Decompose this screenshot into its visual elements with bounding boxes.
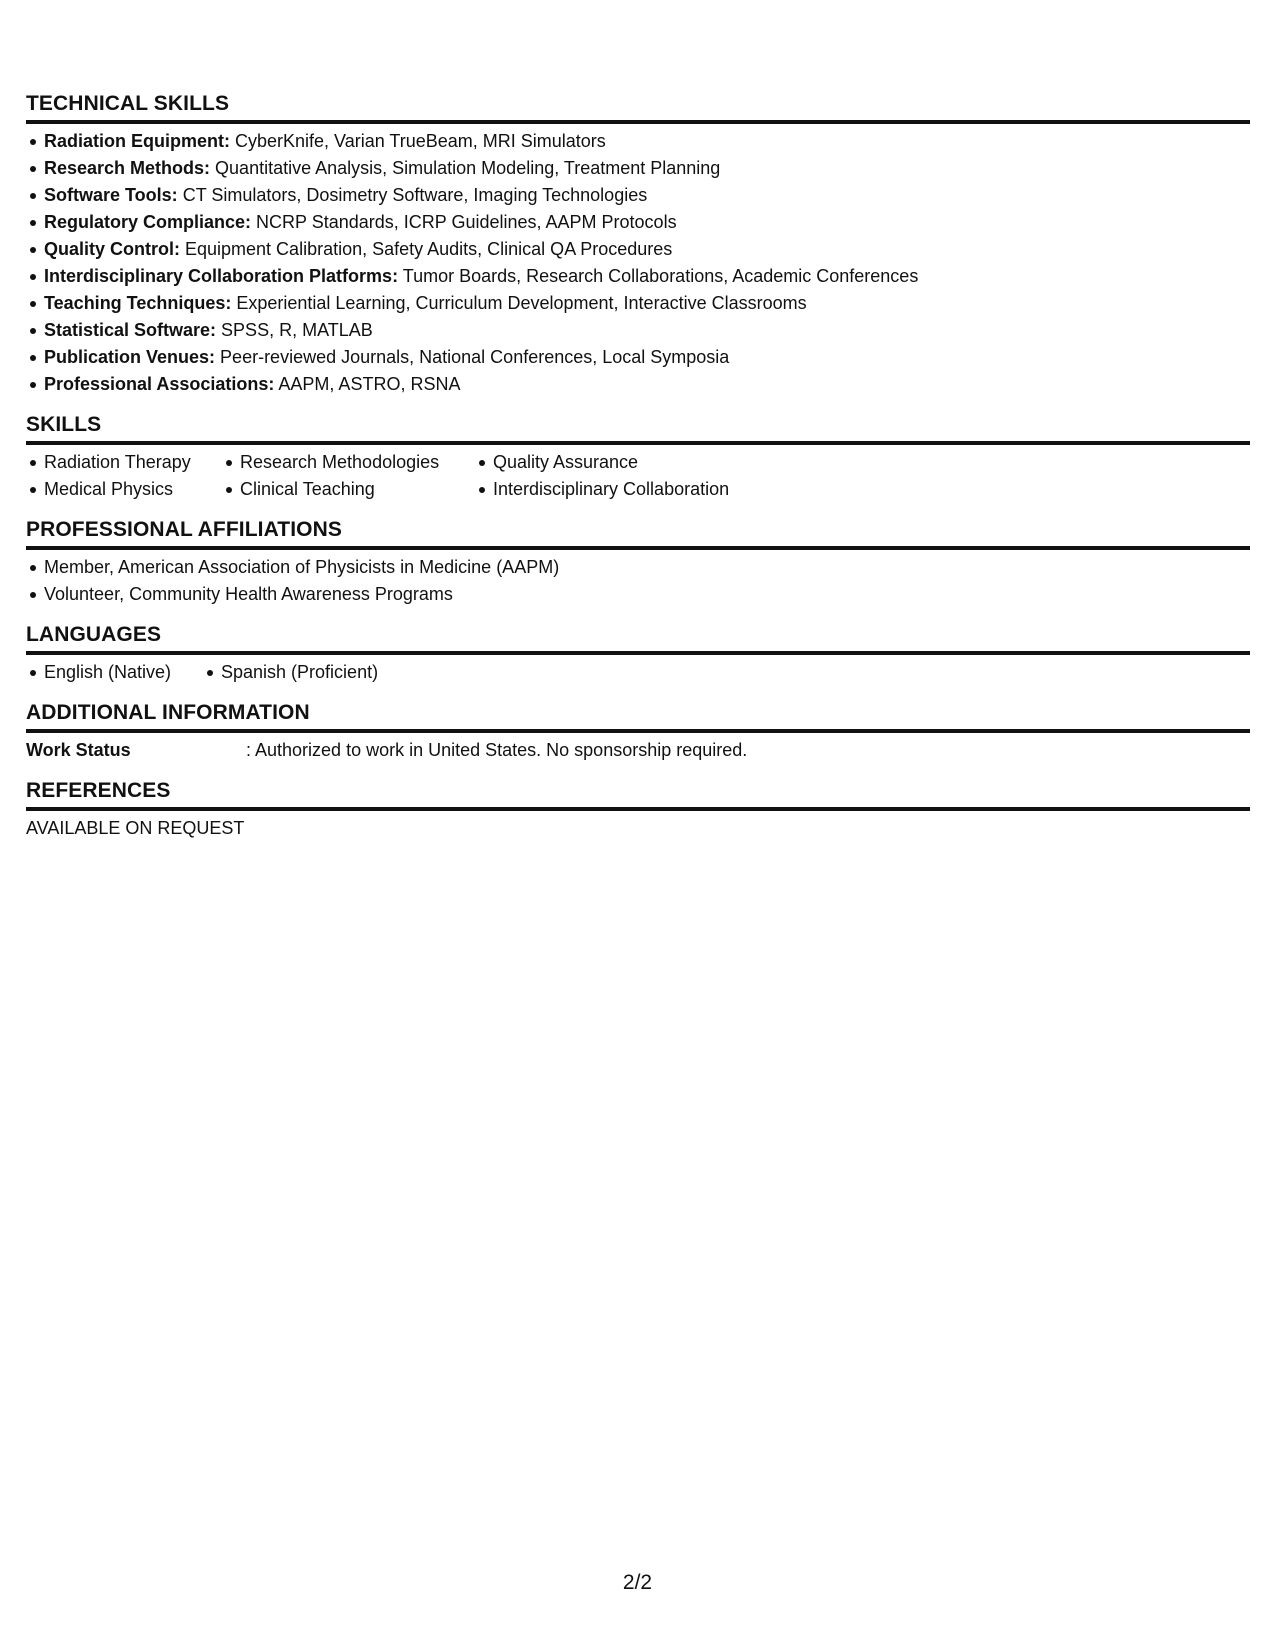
resume-page — [26, 0, 1250, 842]
skill-category-label: Publication Venues: — [44, 347, 216, 367]
page-number: 2/2 — [622, 1571, 653, 1594]
section-title-languages: LANGUAGES — [26, 623, 162, 646]
languages-column — [203, 659, 378, 686]
section-title-skills: SKILLS — [26, 413, 102, 436]
skill-category-label: Regulatory Compliance: — [44, 212, 252, 232]
list-item — [26, 236, 1250, 263]
skill-category-label: Research Methods: — [44, 158, 211, 178]
skill-category-label: Statistical Software: — [44, 320, 217, 340]
section-divider — [26, 120, 1250, 124]
list-item: Clinical Teaching — [222, 476, 475, 503]
skills-column — [475, 449, 775, 503]
section-divider — [26, 546, 1250, 550]
skill-category-value: Equipment Calibration, Safety Audits, Clinical QA Procedures — [180, 239, 673, 259]
section-title-technical-skills: TECHNICAL SKILLS — [26, 92, 230, 115]
skill-category-label: Quality Control: — [44, 239, 180, 259]
list-item — [26, 263, 1250, 290]
languages-column — [26, 659, 203, 686]
section-divider — [26, 807, 1250, 811]
affiliations-section — [26, 517, 1250, 608]
work-status-label: Work Status — [26, 740, 131, 760]
list-item — [26, 155, 1250, 182]
skill-category-value: AAPM, ASTRO, RSNA — [274, 374, 461, 394]
skill-category-value: Experiential Learning, Curriculum Development, Interactive Classrooms — [231, 293, 807, 313]
list-item: Interdisciplinary Collaboration — [475, 476, 775, 503]
languages-row — [26, 659, 1250, 686]
skill-category-label: Professional Associations: — [44, 374, 275, 394]
list-item — [26, 128, 1250, 155]
languages-section — [26, 622, 1250, 686]
list-item — [26, 209, 1250, 236]
skill-category-value: CT Simulators, Dosimetry Software, Imaging Technologies — [177, 185, 648, 205]
work-status-row — [26, 737, 1250, 764]
list-item — [26, 290, 1250, 317]
skills-section — [26, 412, 1250, 503]
list-item: Quality Assurance — [475, 449, 775, 476]
additional-info-section — [26, 700, 1250, 764]
section-divider — [26, 441, 1250, 445]
references-text: AVAILABLE ON REQUEST — [26, 818, 245, 838]
list-item: Member, American Association of Physicists in Medicine (AAPM) — [26, 554, 1250, 581]
skill-category-label: Software Tools: — [44, 185, 178, 205]
technical-skills-list — [26, 128, 1250, 398]
skill-category-value: Peer-reviewed Journals, National Conferences, Local Symposia — [215, 347, 730, 367]
skill-category-label: Teaching Techniques: — [44, 293, 232, 313]
list-item: Radiation Therapy — [26, 449, 222, 476]
list-item: Medical Physics — [26, 476, 222, 503]
section-divider — [26, 729, 1250, 733]
list-item: Volunteer, Community Health Awareness Programs — [26, 581, 1250, 608]
skill-category-value: NCRP Standards, ICRP Guidelines, AAPM Protocols — [251, 212, 677, 232]
section-divider — [26, 651, 1250, 655]
section-title-references: REFERENCES — [26, 779, 171, 802]
list-item: English (Native) — [26, 659, 203, 686]
list-item: Spanish (Proficient) — [203, 659, 378, 686]
skill-category-label: Radiation Equipment: — [44, 131, 230, 151]
skills-column — [26, 449, 222, 503]
affiliations-list — [26, 554, 1250, 608]
list-item — [26, 371, 1250, 398]
list-item — [26, 344, 1250, 371]
skill-category-value: SPSS, R, MATLAB — [216, 320, 373, 340]
section-title-affiliations: PROFESSIONAL AFFILIATIONS — [26, 518, 342, 541]
list-item — [26, 182, 1250, 209]
skill-category-value: CyberKnife, Varian TrueBeam, MRI Simulators — [230, 131, 606, 151]
skill-category-label: Interdisciplinary Collaboration Platforms: — [44, 266, 399, 286]
skills-column — [222, 449, 475, 503]
skill-category-value: Tumor Boards, Research Collaborations, Academic Conferences — [398, 266, 919, 286]
list-item — [26, 317, 1250, 344]
list-item: Research Methodologies — [222, 449, 475, 476]
references-section — [26, 778, 1250, 842]
skills-columns — [26, 449, 1250, 503]
work-status-value: : Authorized to work in United States. No sponsorship required. — [246, 740, 748, 760]
technical-skills-section — [26, 91, 1250, 398]
section-title-additional-info: ADDITIONAL INFORMATION — [26, 701, 310, 724]
skill-category-value: Quantitative Analysis, Simulation Modeling, Treatment Planning — [210, 158, 721, 178]
